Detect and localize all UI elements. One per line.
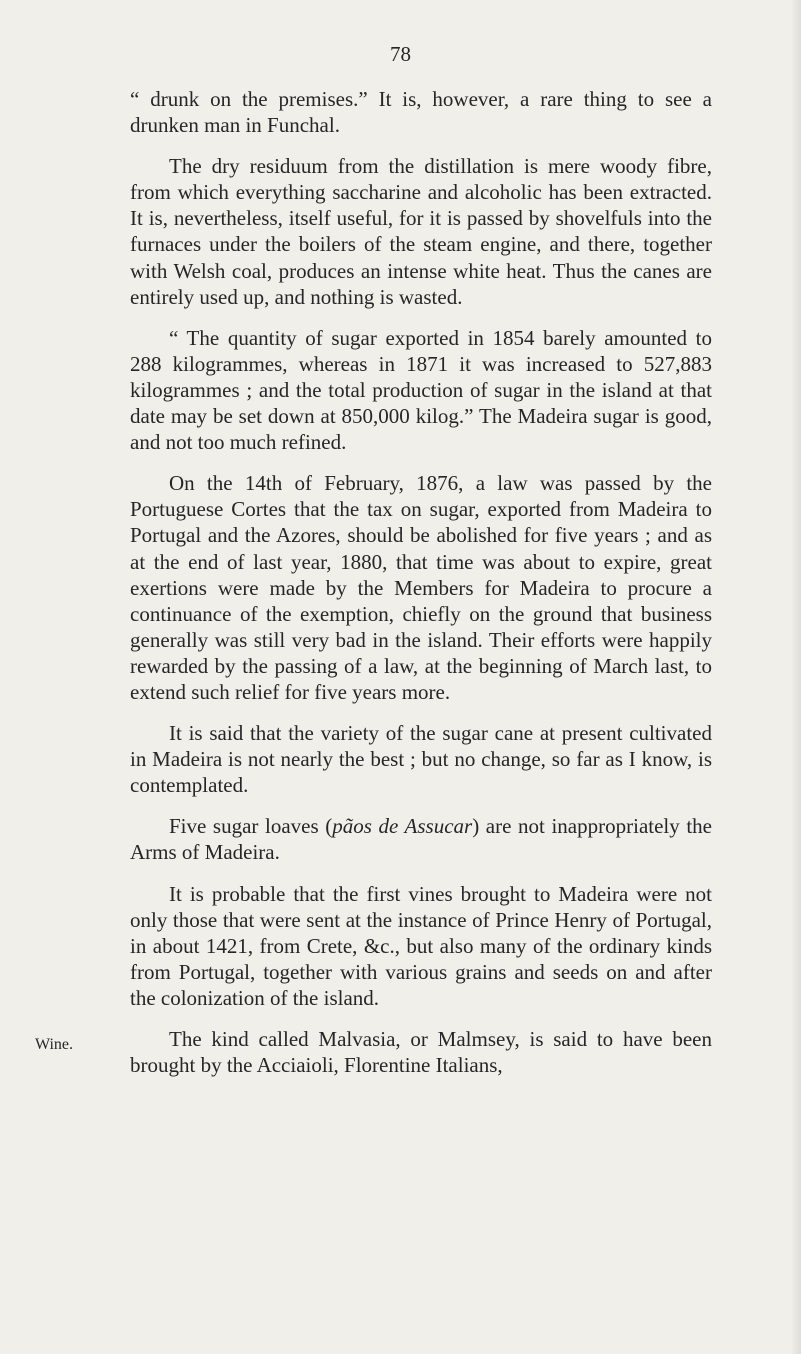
arms-text-italic: pãos de Assucar: [332, 814, 473, 839]
page-number: 78: [390, 42, 411, 66]
paragraph-cane-variety: It is said that the variety of the sugar cane at present cultivated in Madeira is not nearly the best ; but no change, so far as I know, is contemplated.: [130, 721, 712, 798]
paragraph-arms-of-madeira: [130, 813, 712, 865]
margin-note-wine: Wine.: [35, 1036, 74, 1053]
paragraph-sugar-export: “ The quantity of sugar exported in 1854 barely amounted to 288 kilogrammes, whereas in 1871 it was increased to 527,883 kilogrammes ; and the total production of sugar in the island at that date may be set down at 850,000 kilog.” The Madeira sugar is good, and not too much refined.: [130, 325, 712, 455]
text-body: [130, 86, 712, 1093]
arms-text-before: Five sugar loaves (: [169, 814, 333, 839]
paragraph-residuum: The dry residuum from the distillation is mere woody fibre, from which everything saccharine and alcoholic has been extracted. It is, nevertheless, itself useful, for it is passed by shovelfuls into the furnaces under the boilers of the steam engine, and there, together with Welsh coal, produces an intense white heat. Thus the canes are entirely used up, and nothing is wasted.: [130, 154, 712, 309]
paragraph-first-vines: It is probable that the first vines brought to Madeira were not only those that were sent at the instance of Prince Henry of Portugal, in about 1421, from Crete, &c., but also many of the ordinary kinds from Portugal, together with various grains and seeds on and after the colonization of the island.: [130, 881, 712, 1010]
page-edge-shadow: [791, 0, 801, 1354]
paragraph-sugar-tax-law: On the 14th of February, 1876, a law was passed by the Portuguese Cortes that the tax on sugar, exported from Madeira to Portugal and the Azores, should be abolished for five years ; and as at the end of last year, 1880, that time was about to expire, great exertions were made by the Members for Madeira to procure a continuance of the exemption, chiefly on the ground that business generally was still very bad in the island. Their efforts were happily rewarded by the passing of a law, at the beginning of March last, to extend such relief for five years more.: [130, 471, 712, 704]
arms-text-after: ) are not inappropriately the Arms of Madeira.: [130, 814, 712, 865]
paragraph-malvasia: The kind called Malvasia, or Malmsey, is said to have been brought by the Acciaioli, Florentine Italians,: [130, 1027, 712, 1078]
paragraph-continuation: “ drunk on the premises.” It is, however, a rare thing to see a drunken man in Funchal.: [130, 87, 712, 138]
